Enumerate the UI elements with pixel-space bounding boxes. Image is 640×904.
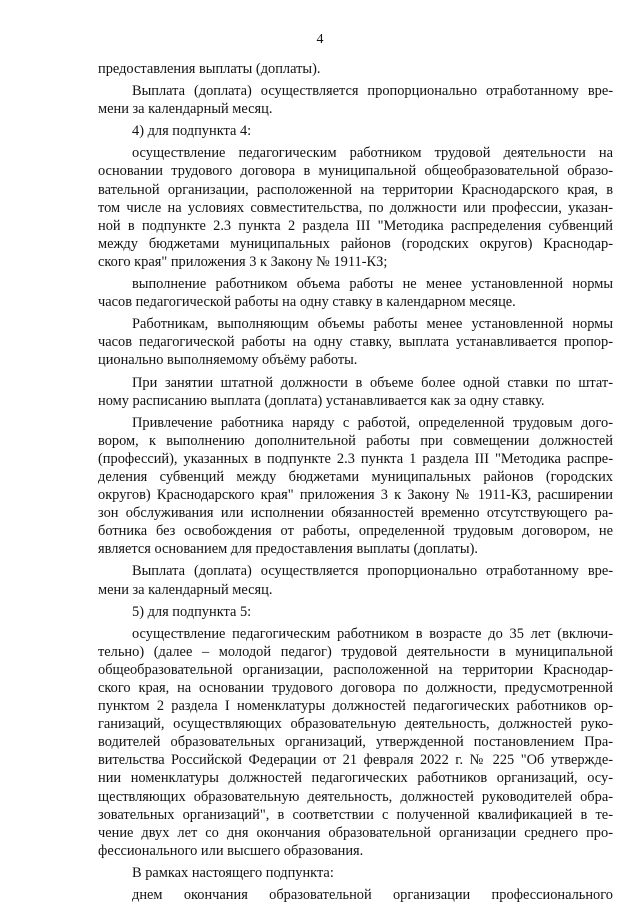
document-body xyxy=(98,60,613,904)
page-number: 4 xyxy=(316,32,324,47)
text-line: предоставления выплаты (доплаты). xyxy=(98,61,321,77)
text-line: ганизаций, осуществляющих образовательную деятельность, должностей руко- xyxy=(98,716,613,733)
text-line: тельно) (далее – молодой педагог) трудовой деятельности в муниципальной xyxy=(98,643,613,660)
text-line: ционально выполняемому объёму работы. xyxy=(98,352,358,369)
text-line: вительства Российской Федерации от 21 февраля 2022 г. № 225 "Об утвержде- xyxy=(98,752,613,769)
paragraph xyxy=(98,122,613,140)
text-line: ского края, на основании трудового договора по должности, предусмотренной xyxy=(98,680,613,696)
text-line: 4) для подпункта 4: xyxy=(132,123,252,140)
paragraph xyxy=(98,374,613,410)
text-line: фессионального или высшего образования. xyxy=(98,842,364,859)
text-line: В рамках настоящего подпункта: xyxy=(132,864,334,881)
paragraph xyxy=(98,275,613,311)
text-line: часов педагогической работы на одну ставку в календарном месяце. xyxy=(98,294,516,311)
text-line: осуществление педагогическим работником трудовой деятельности на xyxy=(132,145,613,162)
paragraph xyxy=(98,315,613,369)
text-line: водителей образовательных организаций, утвержденной постановлением Пра- xyxy=(98,734,613,751)
text-line: ботника без освобождения от работы, определенной трудовым договором, не xyxy=(98,523,613,540)
text-line: основании трудового договора в муниципальной общеобразовательной образо- xyxy=(98,163,613,180)
text-line: выполнение работником объема работы не менее установленной нормы xyxy=(132,276,613,293)
text-line: мени за календарный месяц. xyxy=(98,101,273,118)
paragraph xyxy=(98,60,613,78)
text-line: вором, к выполнению дополнительной работы при совмещении должностей xyxy=(98,432,613,449)
text-line: общеобразовательной организации, расположенной на территории Краснодар- xyxy=(98,661,613,678)
paragraph xyxy=(98,886,613,904)
text-line: зовательных организаций", в соответствии с полученной квалификацией в те- xyxy=(98,806,613,823)
paragraph xyxy=(98,562,613,598)
text-line: осуществление педагогическим работником в возрасте до 35 лет (включи- xyxy=(132,625,613,642)
text-line: пунктом 2 раздела I номенклатуры должностей педагогических работников ор- xyxy=(98,698,613,715)
paragraph xyxy=(98,864,613,882)
text-line: днем окончания образовательной организации профессионального xyxy=(132,887,613,904)
text-line: том числе на условиях совместительства, по должности или профессии, указан- xyxy=(98,199,613,216)
text-line: Выплата (доплата) осуществляется пропорционально отработанному вре- xyxy=(132,563,613,580)
text-line: (профессий), указанных в подпункте 2.3 пункта 1 раздела III "Методика распре- xyxy=(98,450,613,467)
text-line: является основанием для предоставления выплаты (доплаты). xyxy=(98,541,478,558)
text-line: нии номенклатуры должностей педагогических работников организаций, осу- xyxy=(98,770,613,787)
text-line: округов) Краснодарского края" приложения 3 к Закону № 1911-КЗ, расширении xyxy=(98,487,613,504)
text-line: вательной организации, расположенной на территории Краснодарского края, в xyxy=(98,181,613,198)
text-line: ского края" приложения 3 к Закону № 1911-КЗ; xyxy=(98,253,388,270)
text-line: Привлечение работника наряду с работой, определенной трудовым дого- xyxy=(132,414,613,431)
text-line: ществляющих образовательную деятельность, должностей руководителей обра- xyxy=(98,788,613,805)
paragraph xyxy=(98,603,613,621)
text-line: мени за календарный месяц. xyxy=(98,581,273,598)
text-line: деления субвенций между бюджетами муниципальных районов (городских xyxy=(98,468,613,485)
text-line: При занятии штатной должности в объеме более одной ставки по штат- xyxy=(132,374,613,391)
paragraph xyxy=(98,414,613,559)
text-line: 5) для подпункта 5: xyxy=(132,603,252,620)
text-line: ной в подпункте 2.3 пункта 2 раздела III "Методика распределения субвенций xyxy=(98,217,613,234)
paragraph xyxy=(98,144,613,271)
paragraph xyxy=(98,82,613,118)
paragraph xyxy=(98,625,613,860)
text-line: часов педагогической работы на одну ставку, выплата устанавливается пропор- xyxy=(98,334,613,351)
text-line: ному расписанию выплата (доплата) устанавливается как за одну ставку. xyxy=(98,392,545,409)
text-line: зон обслуживания или исполнении обязанностей временно отсутствующего ра- xyxy=(98,505,613,522)
text-line: чение двух лет со дня окончания образовательной организации среднего про- xyxy=(98,824,613,841)
text-line: Работникам, выполняющим объемы работы менее установленной нормы xyxy=(132,316,613,333)
text-line: между бюджетами муниципальных районов (городских округов) Краснодар- xyxy=(98,235,613,252)
text-line: Выплата (доплата) осуществляется пропорционально отработанному вре- xyxy=(132,83,613,100)
